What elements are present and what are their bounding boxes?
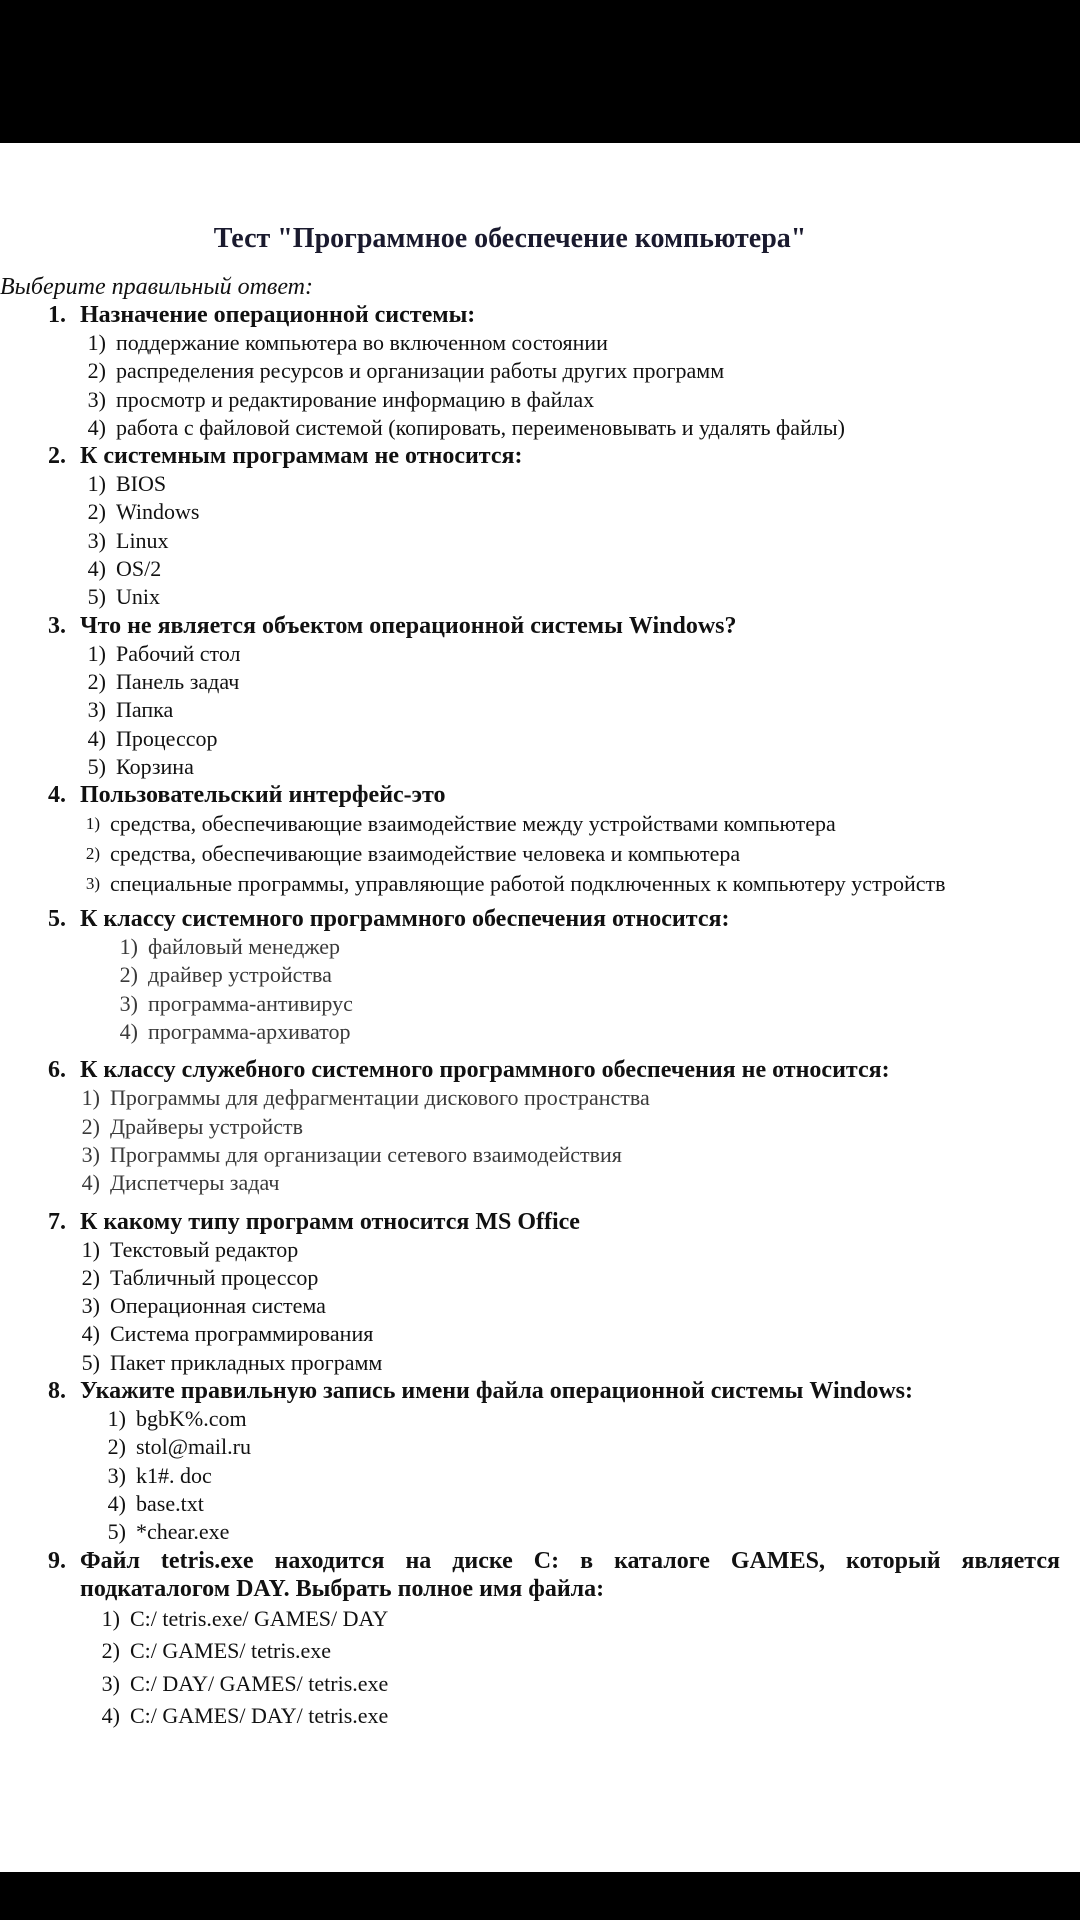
option-text: k1#. doc	[136, 1462, 212, 1488]
option-number: 4)	[81, 1321, 100, 1347]
option-number: 2)	[81, 1113, 100, 1139]
answer-options	[0, 1405, 1060, 1546]
option-number: 4)	[119, 1019, 138, 1045]
option-text: bgbK%.com	[136, 1406, 247, 1432]
option-number: 4)	[87, 556, 106, 582]
answer-options	[0, 809, 1060, 899]
option-number: 2)	[87, 499, 106, 525]
option-text: поддержание компьютера во включенном состоянии	[116, 330, 608, 355]
document-page	[0, 143, 1080, 1872]
question-text: К системным программам не относится:	[80, 443, 523, 470]
option-text: программа-архиватор	[148, 1019, 351, 1045]
answer-option	[0, 1113, 1060, 1141]
option-number: 3)	[87, 697, 106, 723]
option-number: 1)	[107, 1406, 126, 1432]
option-text: работа с файловой системой (копировать, переименовывать и удалять файлы)	[116, 414, 845, 440]
answer-options	[0, 640, 1060, 781]
option-text: Панель задач	[116, 668, 240, 694]
answer-option	[0, 809, 1060, 839]
question-3	[0, 612, 1060, 781]
option-number: 2)	[87, 358, 106, 384]
option-text: BIOS	[116, 471, 167, 497]
question-text: К классу служебного системного программного обеспечения не относится:	[80, 1057, 890, 1084]
question-text: К классу системного программного обеспечения относится:	[80, 906, 730, 933]
option-text: C:/ DAY/ GAMES/ tetris.exe	[130, 1670, 389, 1696]
option-text: Рабочий стол	[116, 640, 241, 666]
option-number: 3)	[119, 990, 138, 1016]
option-number: 1)	[87, 330, 106, 355]
answer-option	[0, 527, 1060, 555]
question-number: 3.	[48, 612, 66, 639]
option-number: 1)	[87, 471, 106, 497]
answer-option	[0, 1349, 1060, 1377]
answer-option	[0, 640, 1060, 668]
option-text: Программы для дефрагментации дискового пространства	[110, 1085, 650, 1111]
test-title: Тест "Программное обеспечение компьютера"	[213, 223, 807, 254]
question-5	[0, 905, 1060, 1046]
option-number: 2)	[119, 962, 138, 988]
option-text: драйвер устройства	[148, 962, 332, 988]
question-8	[0, 1377, 1060, 1546]
option-number: 2)	[107, 1434, 126, 1460]
answer-option	[0, 1668, 1060, 1701]
option-text: программа-антивирус	[148, 990, 353, 1016]
option-number: 4)	[101, 1703, 120, 1728]
option-number: 1)	[85, 814, 100, 834]
answer-option	[0, 1169, 1060, 1197]
answer-option	[0, 725, 1060, 753]
question-text: Файл tetris.exe находится на диске С: в каталоге GAMES, который является подкаталогом DAY. Выбрать полное имя файла:	[80, 1547, 1060, 1602]
option-text: файловый менеджер	[148, 934, 341, 960]
option-number: 4)	[81, 1170, 100, 1196]
answer-options	[0, 933, 1060, 1046]
option-text: Диспетчеры задач	[110, 1170, 280, 1196]
option-number: 3)	[87, 386, 106, 412]
answer-option	[0, 470, 1060, 498]
answer-option	[0, 1490, 1060, 1518]
question-4	[0, 781, 1060, 899]
answer-option	[0, 583, 1060, 611]
option-number: 2)	[87, 668, 106, 694]
option-text: Корзина	[116, 753, 194, 779]
option-number: 5)	[87, 584, 106, 610]
question-number: 5.	[48, 906, 66, 933]
answer-option	[0, 1635, 1060, 1668]
answer-option	[0, 668, 1060, 696]
answer-option	[0, 357, 1060, 385]
option-number: 4)	[107, 1490, 126, 1516]
question-heading	[0, 442, 1060, 470]
option-number: 2)	[81, 1264, 100, 1290]
question-number: 2.	[48, 443, 66, 470]
option-text: Операционная система	[110, 1293, 326, 1319]
option-number: 4)	[87, 725, 106, 751]
option-number: 3)	[87, 527, 106, 553]
option-text: C:/ GAMES/ tetris.exe	[130, 1638, 332, 1663]
answer-options	[0, 1084, 1060, 1197]
option-number: 2)	[85, 844, 100, 864]
question-number: 8.	[48, 1378, 66, 1405]
answer-option	[0, 1320, 1060, 1348]
option-number: 2)	[101, 1638, 120, 1663]
option-number: 5)	[87, 753, 106, 779]
option-text: Unix	[116, 584, 160, 610]
answer-option	[0, 1141, 1060, 1169]
question-text: Назначение операционной системы:	[80, 302, 476, 328]
option-number: 3)	[101, 1670, 120, 1696]
answer-option	[0, 1084, 1060, 1112]
option-text: средства, обеспечивающие взаимодействие человека и компьютера	[110, 841, 741, 867]
option-text: средства, обеспечивающие взаимодействие между устройствами компьютера	[110, 811, 836, 837]
question-list	[0, 301, 1060, 1733]
question-heading	[0, 1208, 1060, 1236]
option-text: Папка	[116, 697, 174, 723]
question-7	[0, 1208, 1060, 1377]
answer-option	[0, 1292, 1060, 1320]
answer-option	[0, 498, 1060, 526]
option-text: Linux	[116, 527, 169, 553]
answer-option	[0, 1433, 1060, 1461]
option-text: распределения ресурсов и организации работы других программ	[116, 358, 725, 384]
answer-option	[0, 1462, 1060, 1490]
question-9	[0, 1547, 1060, 1733]
option-text: Программы для организации сетевого взаимодействия	[110, 1141, 622, 1167]
option-text: base.txt	[136, 1490, 204, 1516]
option-text: C:/ GAMES/ DAY/ tetris.exe	[130, 1703, 389, 1728]
question-heading	[0, 1547, 1060, 1603]
answer-option	[0, 869, 1060, 899]
option-number: 3)	[85, 874, 100, 894]
answer-option	[0, 555, 1060, 583]
option-text: *chear.exe	[136, 1519, 230, 1545]
option-text: Процессор	[116, 725, 218, 751]
option-number: 3)	[81, 1293, 100, 1319]
option-number: 4)	[87, 414, 106, 440]
answer-option	[0, 1236, 1060, 1264]
answer-option	[0, 990, 1060, 1018]
option-text: Текстовый редактор	[110, 1236, 299, 1262]
answer-options	[0, 329, 1060, 442]
answer-option	[0, 329, 1060, 357]
answer-option	[0, 1405, 1060, 1433]
option-text: специальные программы, управляющие работой подключенных к компьютеру устройств	[110, 871, 946, 897]
answer-option	[0, 1700, 1060, 1733]
question-heading	[0, 1377, 1060, 1405]
question-heading	[0, 781, 1060, 809]
answer-option	[0, 1603, 1060, 1636]
question-1	[0, 301, 1060, 442]
option-text: Windows	[116, 499, 200, 525]
option-text: Система программирования	[110, 1321, 374, 1347]
instruction-text: Выберите правильный ответ:	[0, 274, 313, 300]
answer-option	[0, 386, 1060, 414]
question-number: 6.	[48, 1057, 66, 1084]
option-number: 1)	[119, 934, 138, 960]
answer-option	[0, 414, 1060, 442]
option-text: Пакет прикладных программ	[110, 1349, 383, 1375]
answer-option	[0, 753, 1060, 781]
option-text: Табличный процессор	[110, 1264, 319, 1290]
option-number: 1)	[101, 1605, 120, 1631]
question-heading	[0, 612, 1060, 640]
option-number: 1)	[87, 640, 106, 666]
option-number: 1)	[81, 1085, 100, 1111]
answer-options	[0, 1236, 1060, 1377]
answer-option	[0, 1018, 1060, 1046]
option-text: C:/ tetris.exe/ GAMES/ DAY	[130, 1605, 389, 1631]
question-heading	[0, 905, 1060, 933]
question-text: К какому типу программ относится MS Office	[80, 1208, 580, 1235]
answer-option	[0, 1264, 1060, 1292]
question-text: Укажите правильную запись имени файла операционной системы Windows:	[80, 1378, 914, 1405]
option-number: 3)	[81, 1141, 100, 1167]
option-text: stol@mail.ru	[136, 1434, 251, 1460]
answer-options	[0, 470, 1060, 611]
question-number: 9.	[48, 1547, 66, 1574]
question-number: 1.	[48, 302, 66, 328]
bottom-black-bar	[0, 1872, 1080, 1920]
question-text: Что не является объектом операционной системы Windows?	[80, 612, 737, 639]
option-text: Драйверы устройств	[110, 1113, 304, 1139]
option-number: 3)	[107, 1462, 126, 1488]
question-2	[0, 442, 1060, 611]
answer-option	[0, 933, 1060, 961]
option-number: 1)	[81, 1236, 100, 1262]
answer-option	[0, 839, 1060, 869]
question-number: 7.	[48, 1208, 66, 1235]
option-text: просмотр и редактирование информацию в файлах	[116, 386, 595, 412]
option-number: 5)	[107, 1519, 126, 1545]
answer-option	[0, 1518, 1060, 1546]
option-text: OS/2	[116, 556, 162, 582]
question-heading	[0, 1056, 1060, 1084]
question-heading	[0, 301, 1060, 329]
question-text: Пользовательский интерфейс-это	[80, 782, 446, 809]
top-black-bar	[0, 0, 1080, 143]
option-number: 5)	[81, 1349, 100, 1375]
answer-option	[0, 696, 1060, 724]
answer-options	[0, 1603, 1060, 1733]
answer-option	[0, 961, 1060, 989]
question-number: 4.	[48, 782, 66, 809]
question-6	[0, 1056, 1060, 1197]
